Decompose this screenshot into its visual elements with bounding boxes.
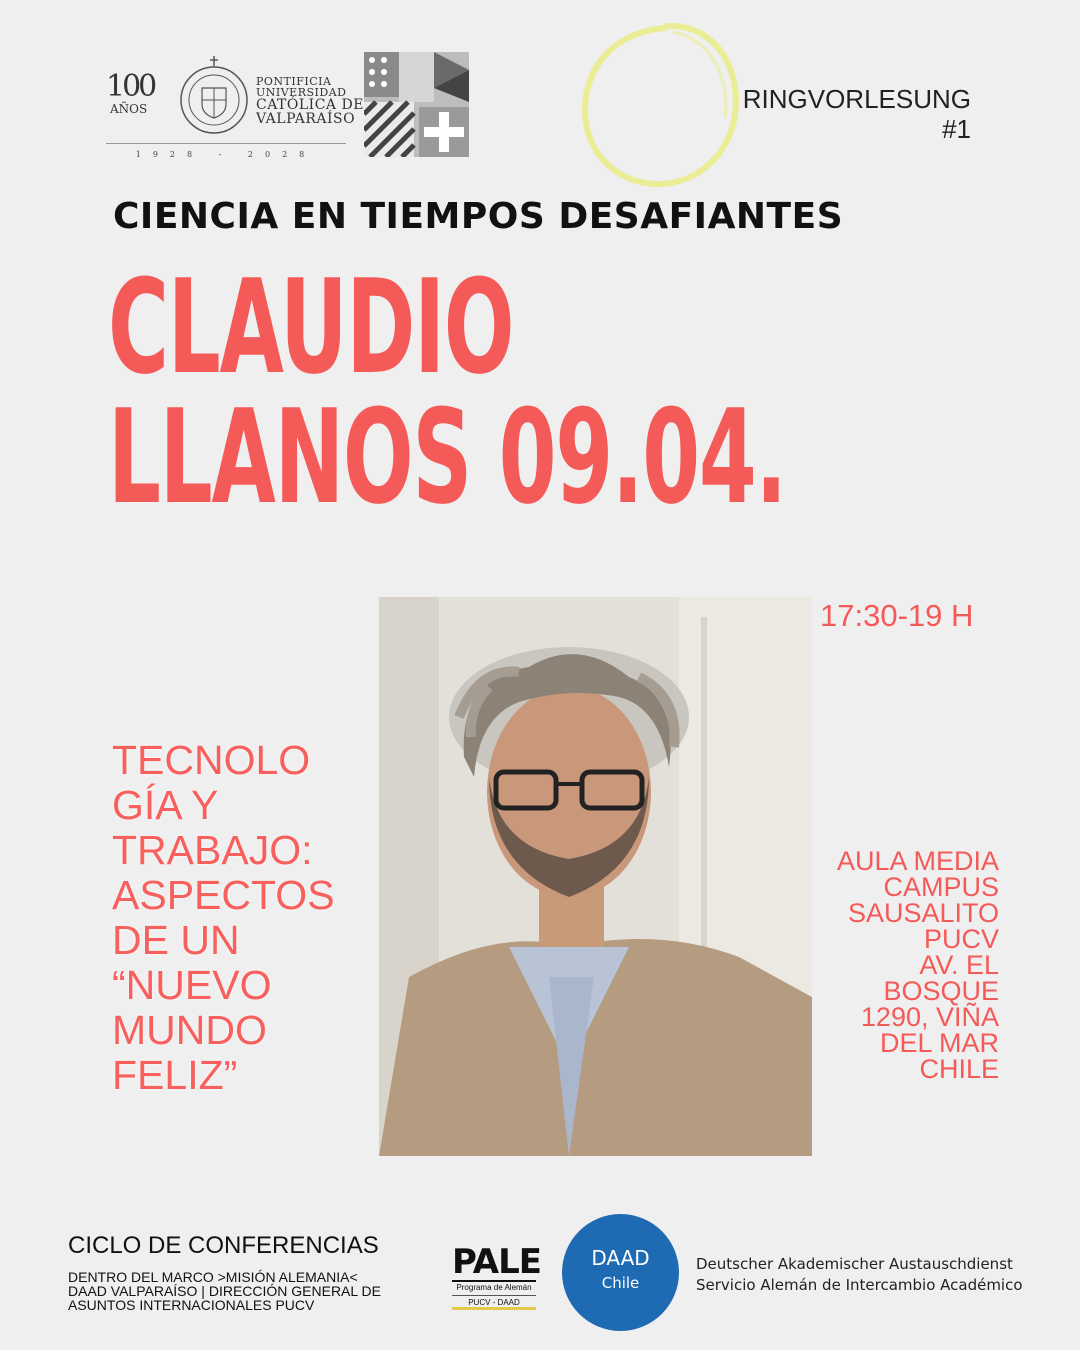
university-line4: VALPARAÍSO <box>256 111 356 127</box>
ciclo-description <box>68 1270 428 1312</box>
university-line1: PONTIFICIA <box>256 75 332 88</box>
speaker-heading <box>108 251 786 533</box>
lecture-title-line: GÍA Y <box>112 782 219 828</box>
pale-logo <box>452 1242 542 1314</box>
university-seal-icon <box>178 52 250 138</box>
lecture-title-line: TRABAJO: <box>112 827 313 873</box>
centenario-label: AÑOS <box>110 102 148 116</box>
lecture-title <box>112 738 392 1098</box>
pale-subtitle: Programa de Alemán <box>452 1280 536 1292</box>
series-number: #1 <box>942 114 971 144</box>
university-line2: UNIVERSIDAD <box>256 86 347 99</box>
venue-line: DEL MAR <box>879 1028 999 1058</box>
series-label <box>705 84 971 144</box>
venue-line: AV. EL <box>919 950 999 980</box>
university-name <box>256 76 364 126</box>
venue-line: CAMPUS <box>883 872 999 902</box>
venue-line: PUCV <box>923 924 999 954</box>
venue-line: CHILE <box>919 1054 999 1084</box>
speaker-last-name-date: LLANOS 09.04. <box>108 381 786 533</box>
venue-line: 1290, VIÑA <box>860 1002 999 1032</box>
event-time: 17:30-19 H <box>820 598 974 633</box>
daad-name-german: Deutscher Akademischer Austauschdienst <box>696 1255 1013 1273</box>
daad-logo <box>562 1214 679 1331</box>
daad-name: DAAD <box>591 1246 650 1270</box>
daad-country: Chile <box>601 1274 640 1292</box>
ciclo-title: CICLO DE CONFERENCIAS <box>68 1232 379 1259</box>
pattern-logo-icon <box>364 52 469 157</box>
lecture-title-line: FELIZ” <box>112 1052 238 1098</box>
lecture-title-line: DE UN <box>112 917 240 963</box>
university-divider <box>106 143 346 144</box>
lecture-title-line: “NUEVO <box>112 962 272 1008</box>
venue-line: SAUSALITO <box>847 898 999 928</box>
pale-subtitle2: PUCV - DAAD <box>452 1295 536 1310</box>
lecture-title-line: TECNOLO <box>112 737 311 783</box>
centenario-logo <box>106 69 166 122</box>
lecture-title-line: MUNDO <box>112 1007 267 1053</box>
venue-line: AULA MEDIA <box>836 846 999 876</box>
event-subtitle: CIENCIA EN TIEMPOS DESAFIANTES <box>113 196 844 237</box>
pale-name: PALE <box>452 1242 542 1282</box>
speaker-first-name: CLAUDIO <box>108 251 514 403</box>
university-line3: CATÓLICA DE <box>256 97 364 113</box>
lecture-title-line: ASPECTOS <box>112 872 335 918</box>
series-name: RINGVORLESUNG <box>742 84 971 114</box>
speaker-photo <box>379 597 812 1156</box>
centenario-number: 100 <box>106 69 155 104</box>
ciclo-desc-line: DENTRO DEL MARCO >MISIÓN ALEMANIA< <box>68 1269 358 1285</box>
university-years: 1928 - 2028 <box>135 150 317 159</box>
daad-name-spanish: Servicio Alemán de Intercambio Académico <box>696 1276 1023 1294</box>
venue-address <box>812 848 999 1082</box>
ciclo-desc-line: DAAD VALPARAÍSO | DIRECCIÓN GENERAL DE <box>68 1283 382 1299</box>
venue-line: BOSQUE <box>883 976 999 1006</box>
ciclo-desc-line: ASUNTOS INTERNACIONALES PUCV <box>68 1297 315 1313</box>
